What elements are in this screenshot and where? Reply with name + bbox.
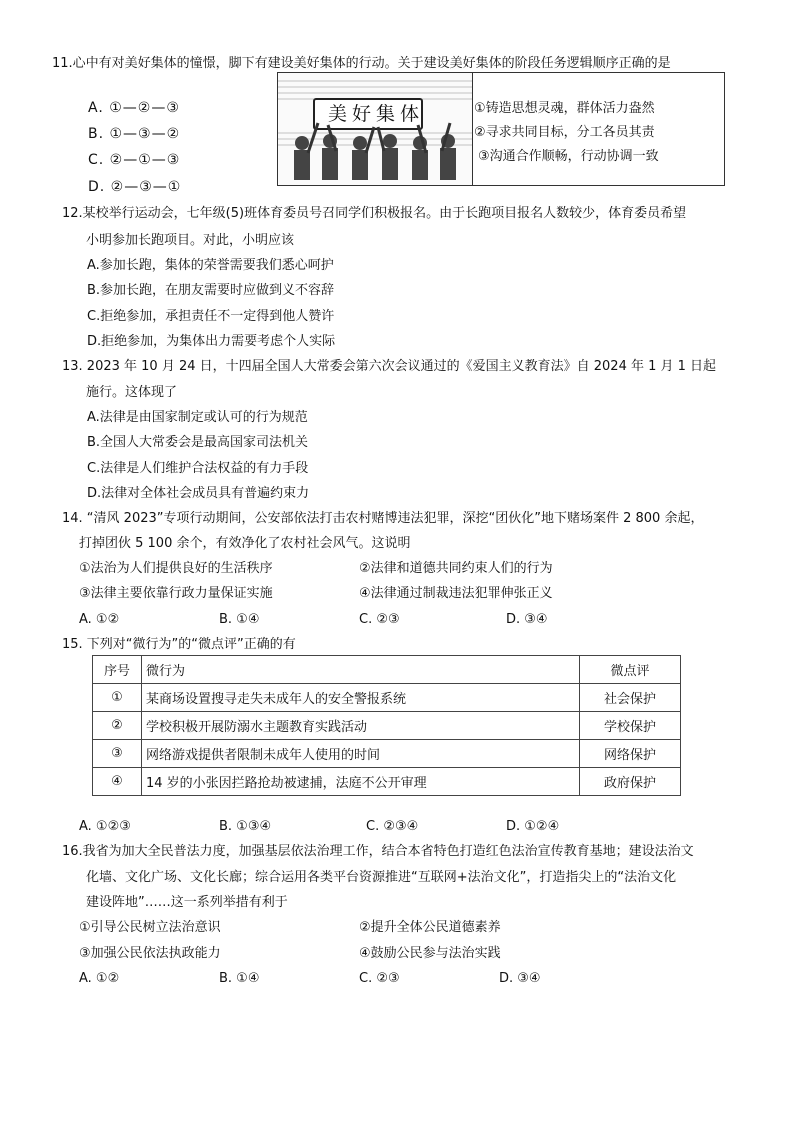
row-comment: 学校保护 <box>580 712 681 740</box>
q13-option-d: D.法律对全体社会成员具有普遍约束力 <box>87 486 310 501</box>
q11-banner-text: 美好集体 <box>328 103 425 125</box>
q11-option-b: B. ①—③—② <box>88 126 181 142</box>
q16-stem-line3: 建设阵地”……这一系列举措有利于 <box>86 895 288 910</box>
q14-item-4: ④法律通过制裁违法犯罪伸张正义 <box>359 586 553 601</box>
q15-option-d: D. ①②④ <box>506 819 560 834</box>
table-row <box>93 684 681 712</box>
row-index: ② <box>93 712 142 740</box>
q16-item-2: ②提升全体公民道德素养 <box>359 920 501 935</box>
q13-stem-line2: 施行。这体现了 <box>86 385 178 400</box>
q16-option-d: D. ③④ <box>499 971 541 986</box>
table-row <box>93 740 681 768</box>
header-behavior: 微行为 <box>142 656 580 684</box>
q14-stem-line1: 14. “清风 2023”专项行动期间，公安部依法打击农村赌博违法犯罪，深挖“团伙化”地下赌场案件 2 800 余起， <box>62 511 704 526</box>
row-comment: 政府保护 <box>580 768 681 796</box>
row-behavior: 某商场设置搜寻走失未成年人的安全警报系统 <box>142 684 580 712</box>
q14-item-2: ②法律和道德共同约束人们的行为 <box>359 561 553 576</box>
q16-item-3: ③加强公民依法执政能力 <box>79 946 221 961</box>
q11-stem: 11.心中有对美好集体的憧憬，脚下有建设美好集体的行动。关于建设美好集体的阶段任务逻辑顺序正确的是 <box>52 56 671 71</box>
q11-item-3: ③沟通合作顺畅，行动协调一致 <box>478 149 659 164</box>
q11-figure-box <box>277 72 725 186</box>
q12-option-c: C.拒绝参加，承担责任不一定得到他人赞许 <box>87 309 335 324</box>
q16-option-c: C. ②③ <box>359 971 400 986</box>
q12-option-b: B.参加长跑，在朋友需要时应做到义不容辞 <box>87 283 335 298</box>
q12-option-d: D.拒绝参加，为集体出力需要考虑个人实际 <box>87 334 336 349</box>
q11-item-1: ①铸造思想灵魂，群体活力盎然 <box>474 101 655 116</box>
q16-option-a: A. ①② <box>79 971 120 986</box>
q14-option-b: B. ①④ <box>219 612 260 627</box>
q11-option-a: A. ①—②—③ <box>88 100 180 116</box>
row-index: ④ <box>93 768 142 796</box>
q11-items-panel <box>474 73 724 185</box>
q14-option-c: C. ②③ <box>359 612 400 627</box>
q11-item-2: ②寻求共同目标，分工各员其责 <box>474 125 655 140</box>
table-header-row <box>93 656 681 684</box>
header-comment: 微点评 <box>580 656 681 684</box>
row-index: ③ <box>93 740 142 768</box>
table-row <box>93 768 681 796</box>
row-comment: 网络保护 <box>580 740 681 768</box>
table-row <box>93 712 681 740</box>
q14-option-d: D. ③④ <box>506 612 548 627</box>
q16-option-b: B. ①④ <box>219 971 260 986</box>
q16-stem-line1: 16.我省为加大全民普法力度，加强基层依法治理工作，结合本省特色打造红色法治宣传教育基地；建设法治文 <box>62 844 694 859</box>
q15-table <box>92 655 681 796</box>
q16-item-1: ①引导公民树立法治意识 <box>79 920 221 935</box>
q12-stem-line2: 小明参加长跑项目。对此，小明应该 <box>86 233 295 248</box>
q11-option-c: C. ②—①—③ <box>88 152 181 168</box>
q15-option-b: B. ①③④ <box>219 819 272 834</box>
q14-option-a: A. ①② <box>79 612 120 627</box>
q15-option-a: A. ①②③ <box>79 819 131 834</box>
q12-option-a: A.参加长跑，集体的荣誉需要我们悉心呵护 <box>87 258 334 273</box>
q13-option-b: B.全国人大常委会是最高国家司法机关 <box>87 435 309 450</box>
q15-option-c: C. ②③④ <box>366 819 419 834</box>
people-holding-banner-illustration <box>278 73 473 185</box>
q16-stem-line2: 化墙、文化广场、文化长廊；综合运用各类平台资源推进“互联网+法治文化”，打造指尖上的“法治文化 <box>86 870 677 885</box>
q12-stem-line1: 12.某校举行运动会，七年级(5)班体育委员号召同学们积极报名。由于长跑项目报名人数较少，体育委员希望 <box>62 206 687 221</box>
q13-option-a: A.法律是由国家制定或认可的行为规范 <box>87 410 308 425</box>
q11-option-d: D. ②—③—① <box>88 179 182 195</box>
header-index: 序号 <box>93 656 142 684</box>
q13-option-c: C.法律是人们维护合法权益的有力手段 <box>87 461 309 476</box>
row-behavior: 网络游戏提供者限制未成年人使用的时间 <box>142 740 580 768</box>
q16-item-4: ④鼓励公民参与法治实践 <box>359 946 501 961</box>
row-behavior: 学校积极开展防溺水主题教育实践活动 <box>142 712 580 740</box>
q15-stem: 15. 下列对“微行为”的“微点评”正确的有 <box>62 637 296 652</box>
q14-item-1: ①法治为人们提供良好的生活秩序 <box>79 561 273 576</box>
row-behavior: 14 岁的小张因拦路抢劫被逮捕，法庭不公开审理 <box>142 768 580 796</box>
q14-stem-line2: 打掉团伙 5 100 余个，有效净化了农村社会风气。这说明 <box>79 536 411 551</box>
row-comment: 社会保护 <box>580 684 681 712</box>
q13-stem-line1: 13. 2023 年 10 月 24 日，十四届全国人大常委会第六次会议通过的《爱国主义教育法》自 2024 年 1 月 1 日起 <box>62 359 717 374</box>
q11-illustration <box>278 73 473 185</box>
row-index: ① <box>93 684 142 712</box>
q14-item-3: ③法律主要依靠行政力量保证实施 <box>79 586 273 601</box>
